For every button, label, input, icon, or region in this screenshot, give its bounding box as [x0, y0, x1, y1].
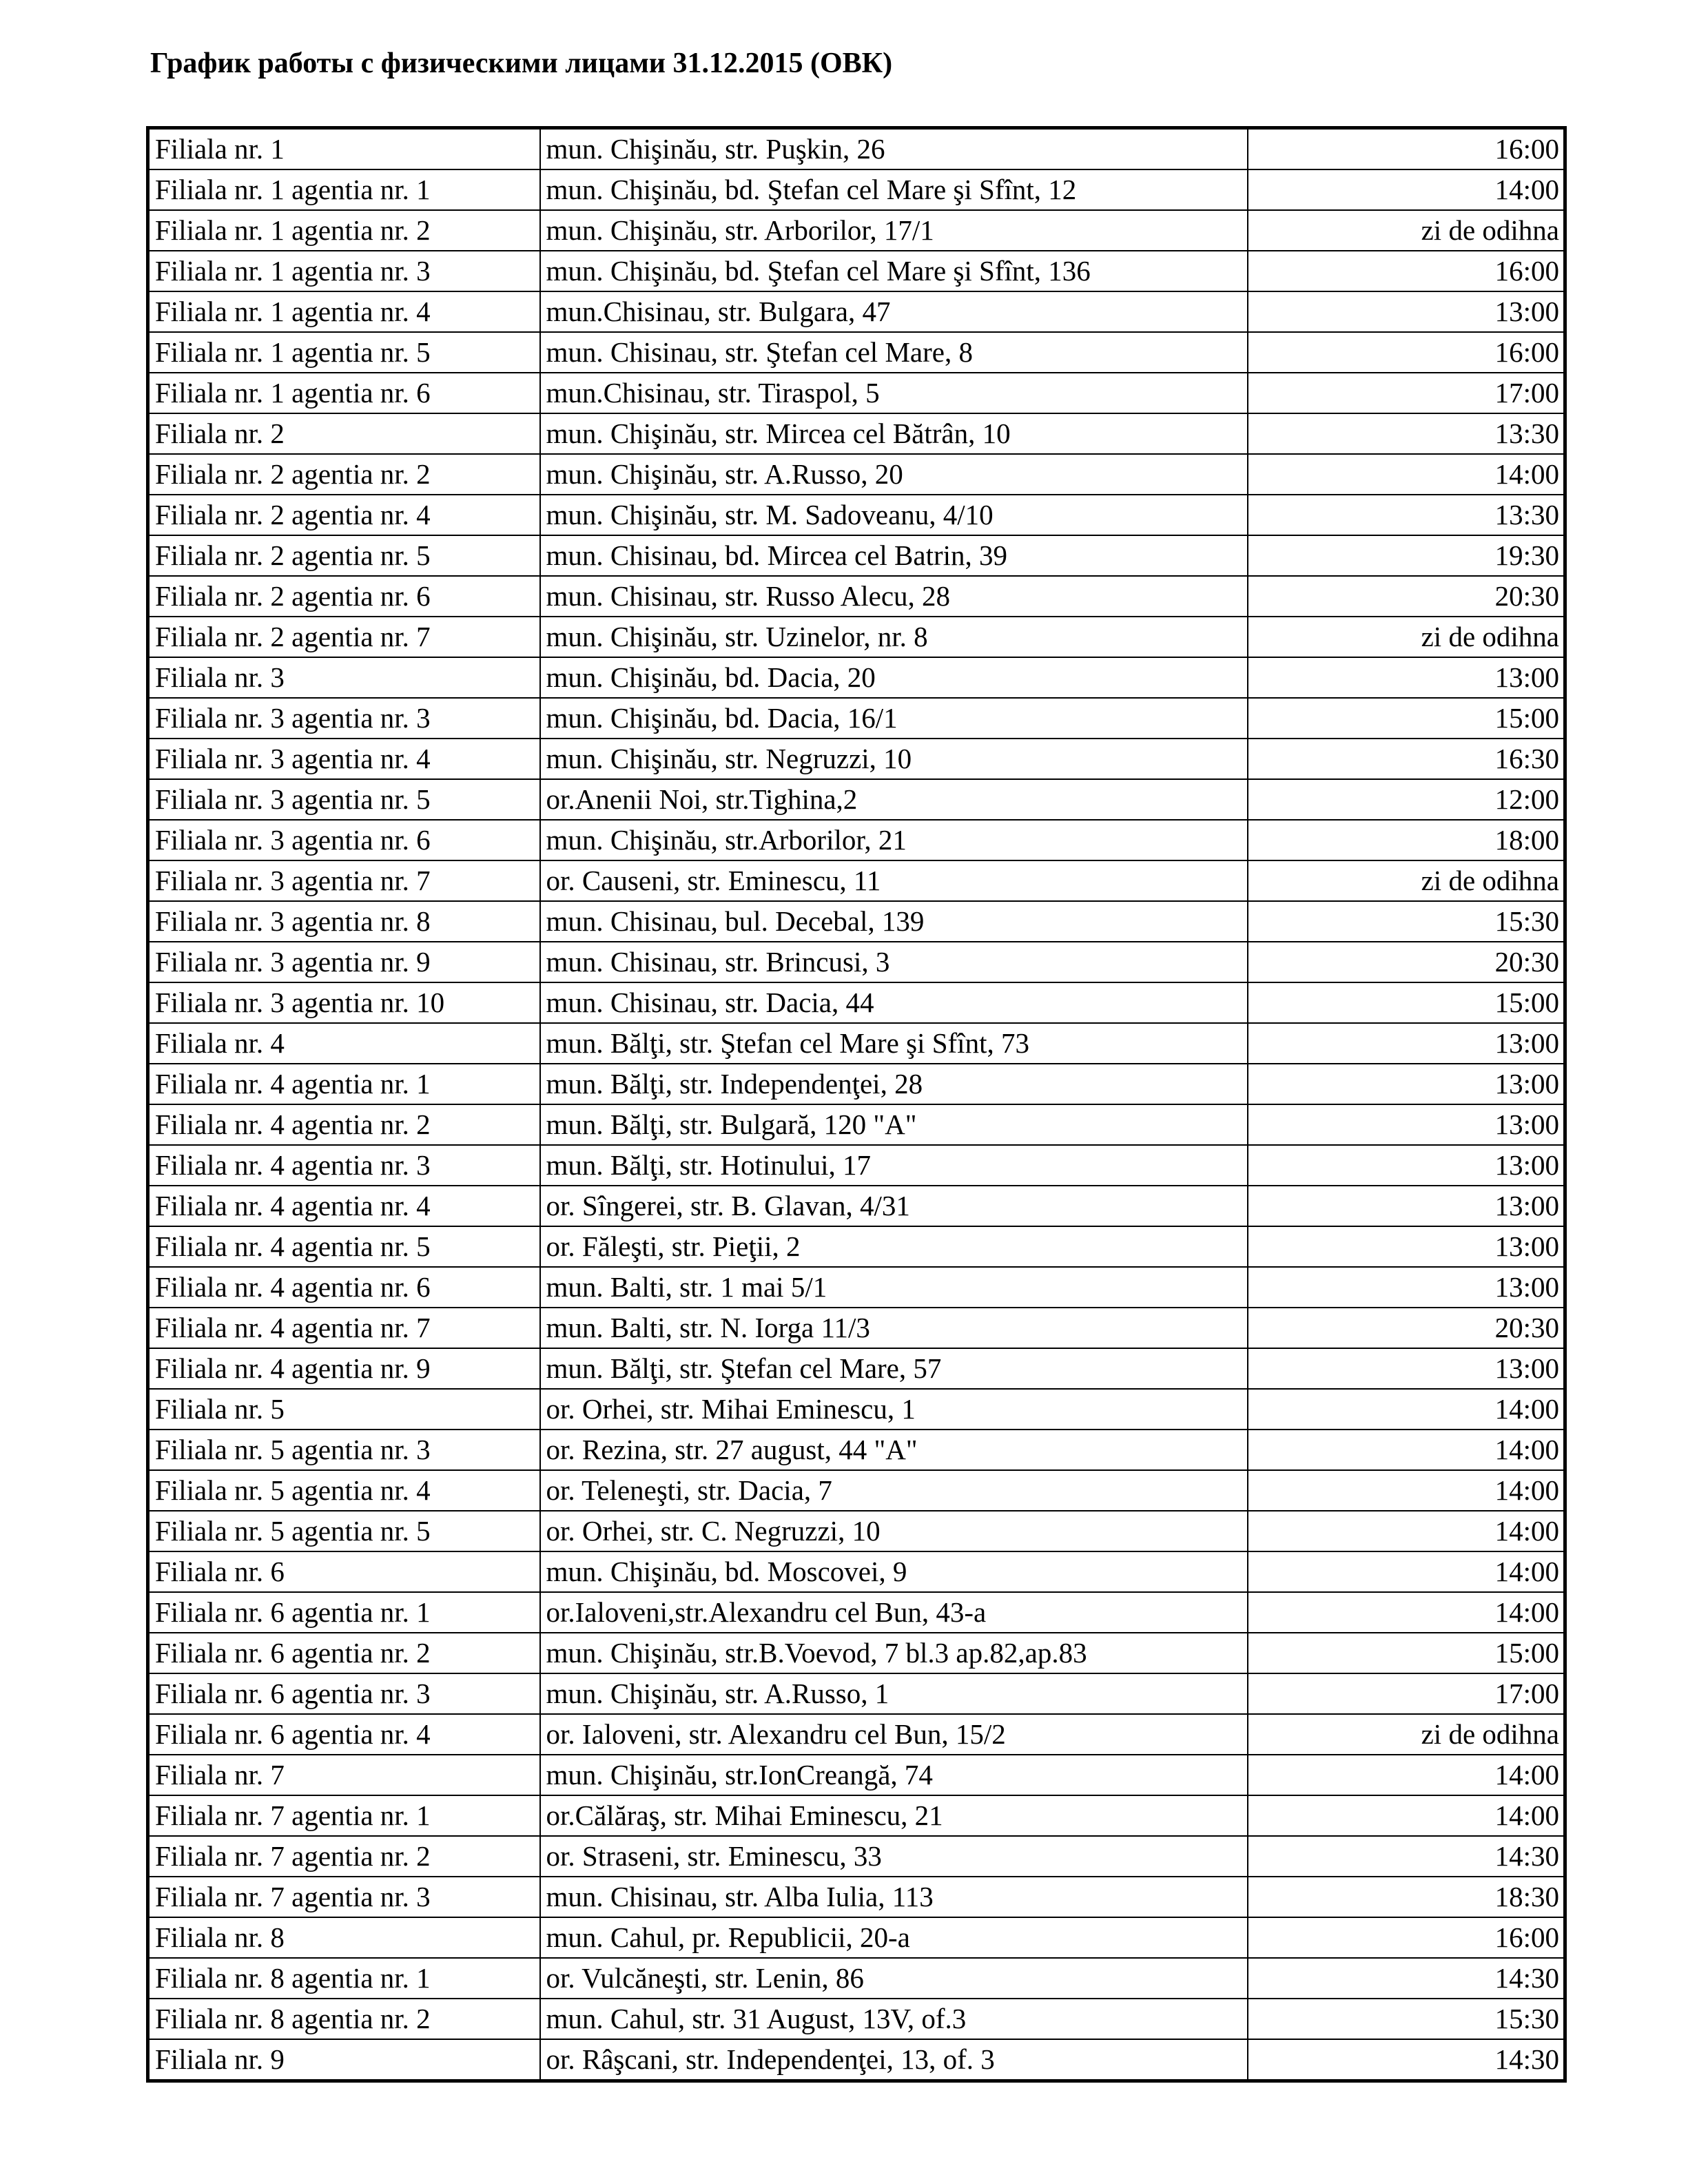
- address-cell: mun. Chisinau, str. Russo Alecu, 28: [540, 576, 1248, 617]
- address-cell: mun. Chisinau, str. Ştefan cel Mare, 8: [540, 332, 1248, 373]
- time-cell: 19:30: [1248, 535, 1565, 576]
- branch-cell: Filiala nr. 4 agentia nr. 6: [148, 1267, 540, 1308]
- time-cell: 13:00: [1248, 1064, 1565, 1104]
- branch-cell: Filiala nr. 7 agentia nr. 3: [148, 1877, 540, 1917]
- branch-cell: Filiala nr. 5 agentia nr. 5: [148, 1511, 540, 1551]
- table-row: [148, 1145, 1565, 1186]
- branch-cell: Filiala nr. 6 agentia nr. 2: [148, 1633, 540, 1673]
- branch-cell: Filiala nr. 3 agentia nr. 6: [148, 820, 540, 860]
- address-cell: mun. Chişinău, str. Arborilor, 17/1: [540, 210, 1248, 251]
- address-cell: mun. Chişinău, bd. Ştefan cel Mare şi Sfînt, 136: [540, 251, 1248, 291]
- table-row: [148, 1755, 1565, 1795]
- address-cell: mun. Chisinau, bul. Decebal, 139: [540, 901, 1248, 942]
- table-row: [148, 1999, 1565, 2039]
- time-cell: 13:00: [1248, 291, 1565, 332]
- time-cell: 14:00: [1248, 1430, 1565, 1470]
- branch-cell: Filiala nr. 5 agentia nr. 4: [148, 1470, 540, 1511]
- address-cell: mun. Chişinău, str. Puşkin, 26: [540, 128, 1248, 170]
- address-cell: mun. Chişinău, str.Arborilor, 21: [540, 820, 1248, 860]
- time-cell: 14:00: [1248, 1389, 1565, 1430]
- table-row: [148, 739, 1565, 779]
- address-cell: or. Vulcăneşti, str. Lenin, 86: [540, 1958, 1248, 1999]
- address-cell: mun. Chişinău, bd. Ştefan cel Mare şi Sfînt, 12: [540, 169, 1248, 210]
- branch-cell: Filiala nr. 2 agentia nr. 4: [148, 495, 540, 535]
- address-cell: mun. Chisinau, str. Brincusi, 3: [540, 942, 1248, 982]
- table-row: [148, 495, 1565, 535]
- branch-cell: Filiala nr. 3 agentia nr. 9: [148, 942, 540, 982]
- time-cell: 13:30: [1248, 495, 1565, 535]
- time-cell: 17:00: [1248, 373, 1565, 413]
- address-cell: mun. Chişinău, str. A.Russo, 20: [540, 454, 1248, 495]
- branch-cell: Filiala nr. 3 agentia nr. 3: [148, 698, 540, 739]
- branch-cell: Filiala nr. 5: [148, 1389, 540, 1430]
- branch-cell: Filiala nr. 8 agentia nr. 1: [148, 1958, 540, 1999]
- address-cell: or.Călăraş, str. Mihai Eminescu, 21: [540, 1795, 1248, 1836]
- time-cell: zi de odihna: [1248, 860, 1565, 901]
- branch-cell: Filiala nr. 7 agentia nr. 1: [148, 1795, 540, 1836]
- address-cell: or. Causeni, str. Eminescu, 11: [540, 860, 1248, 901]
- time-cell: 14:00: [1248, 1470, 1565, 1511]
- time-cell: 16:00: [1248, 1917, 1565, 1958]
- table-row: [148, 1673, 1565, 1714]
- table-row: [148, 413, 1565, 454]
- branch-cell: Filiala nr. 4 agentia nr. 7: [148, 1308, 540, 1348]
- table-row: [148, 1430, 1565, 1470]
- time-cell: 13:00: [1248, 1104, 1565, 1145]
- address-cell: or. Râşcani, str. Independenţei, 13, of. 3: [540, 2039, 1248, 2081]
- table-row: [148, 128, 1565, 170]
- branch-cell: Filiala nr. 1: [148, 128, 540, 170]
- time-cell: 14:00: [1248, 1755, 1565, 1795]
- time-cell: 15:00: [1248, 982, 1565, 1023]
- branch-cell: Filiala nr. 4 agentia nr. 2: [148, 1104, 540, 1145]
- address-cell: mun. Bălţi, str. Independenţei, 28: [540, 1064, 1248, 1104]
- branch-cell: Filiala nr. 3 agentia nr. 8: [148, 901, 540, 942]
- address-cell: or. Teleneşti, str. Dacia, 7: [540, 1470, 1248, 1511]
- branch-cell: Filiala nr. 2 agentia nr. 2: [148, 454, 540, 495]
- branch-cell: Filiala nr. 3: [148, 657, 540, 698]
- table-row: [148, 1186, 1565, 1226]
- branch-cell: Filiala nr. 1 agentia nr. 6: [148, 373, 540, 413]
- branch-cell: Filiala nr. 3 agentia nr. 5: [148, 779, 540, 820]
- table-row: [148, 1877, 1565, 1917]
- table-row: [148, 251, 1565, 291]
- time-cell: 13:00: [1248, 1348, 1565, 1389]
- address-cell: or. Orhei, str. C. Negruzzi, 10: [540, 1511, 1248, 1551]
- address-cell: or.Anenii Noi, str.Tighina,2: [540, 779, 1248, 820]
- address-cell: mun. Cahul, str. 31 August, 13V, of.3: [540, 1999, 1248, 2039]
- time-cell: 15:30: [1248, 901, 1565, 942]
- branch-cell: Filiala nr. 8: [148, 1917, 540, 1958]
- branch-cell: Filiala nr. 3 agentia nr. 4: [148, 739, 540, 779]
- branch-cell: Filiala nr. 9: [148, 2039, 540, 2081]
- branch-cell: Filiala nr. 1 agentia nr. 3: [148, 251, 540, 291]
- table-row: [148, 332, 1565, 373]
- table-row: [148, 1795, 1565, 1836]
- address-cell: mun. Bălţi, str. Hotinului, 17: [540, 1145, 1248, 1186]
- table-row: [148, 373, 1565, 413]
- time-cell: zi de odihna: [1248, 1714, 1565, 1755]
- branch-cell: Filiala nr. 1 agentia nr. 5: [148, 332, 540, 373]
- address-cell: mun. Chişinău, str. Uzinelor, nr. 8: [540, 617, 1248, 657]
- time-cell: 18:00: [1248, 820, 1565, 860]
- table-row: [148, 1592, 1565, 1633]
- address-cell: or. Orhei, str. Mihai Eminescu, 1: [540, 1389, 1248, 1430]
- address-cell: mun. Chişinău, str. Negruzzi, 10: [540, 739, 1248, 779]
- table-row: [148, 901, 1565, 942]
- table-row: [148, 1917, 1565, 1958]
- time-cell: 14:00: [1248, 1592, 1565, 1633]
- address-cell: or. Straseni, str. Eminescu, 33: [540, 1836, 1248, 1877]
- time-cell: 14:30: [1248, 1958, 1565, 1999]
- time-cell: 13:00: [1248, 657, 1565, 698]
- address-cell: or. Făleşti, str. Pieţii, 2: [540, 1226, 1248, 1267]
- branch-cell: Filiala nr. 6 agentia nr. 1: [148, 1592, 540, 1633]
- branch-cell: Filiala nr. 6 agentia nr. 4: [148, 1714, 540, 1755]
- table-row: [148, 982, 1565, 1023]
- branch-cell: Filiala nr. 7 agentia nr. 2: [148, 1836, 540, 1877]
- address-cell: mun. Chişinău, str. M. Sadoveanu, 4/10: [540, 495, 1248, 535]
- table-row: [148, 657, 1565, 698]
- page-title: График работы с физическими лицами 31.12.2015 (ОВК): [150, 48, 893, 79]
- table-row: [148, 1348, 1565, 1389]
- table-row: [148, 1511, 1565, 1551]
- branch-cell: Filiala nr. 2 agentia nr. 7: [148, 617, 540, 657]
- branch-cell: Filiala nr. 6: [148, 1551, 540, 1592]
- address-cell: mun. Bălţi, str. Bulgară, 120 "A": [540, 1104, 1248, 1145]
- time-cell: 16:30: [1248, 739, 1565, 779]
- table-row: [148, 291, 1565, 332]
- time-cell: 15:00: [1248, 1633, 1565, 1673]
- address-cell: mun. Cahul, pr. Republicii, 20-a: [540, 1917, 1248, 1958]
- schedule-table: [146, 126, 1567, 2083]
- address-cell: mun. Balti, str. N. Iorga 11/3: [540, 1308, 1248, 1348]
- address-cell: mun. Chişinău, str. Mircea cel Bătrân, 10: [540, 413, 1248, 454]
- table-row: [148, 820, 1565, 860]
- time-cell: 15:00: [1248, 698, 1565, 739]
- time-cell: 14:30: [1248, 2039, 1565, 2081]
- table-row: [148, 860, 1565, 901]
- time-cell: 14:00: [1248, 1795, 1565, 1836]
- time-cell: 20:30: [1248, 1308, 1565, 1348]
- address-cell: mun. Balti, str. 1 mai 5/1: [540, 1267, 1248, 1308]
- time-cell: 13:00: [1248, 1267, 1565, 1308]
- branch-cell: Filiala nr. 6 agentia nr. 3: [148, 1673, 540, 1714]
- address-cell: mun. Chisinau, bd. Mircea cel Batrin, 39: [540, 535, 1248, 576]
- address-cell: or. Sîngerei, str. B. Glavan, 4/31: [540, 1186, 1248, 1226]
- branch-cell: Filiala nr. 4 agentia nr. 3: [148, 1145, 540, 1186]
- time-cell: 12:00: [1248, 779, 1565, 820]
- table-row: [148, 1226, 1565, 1267]
- address-cell: mun. Chişinău, bd. Dacia, 16/1: [540, 698, 1248, 739]
- time-cell: 13:00: [1248, 1226, 1565, 1267]
- address-cell: or. Rezina, str. 27 august, 44 "A": [540, 1430, 1248, 1470]
- table-row: [148, 1633, 1565, 1673]
- time-cell: 14:00: [1248, 1511, 1565, 1551]
- table-row: [148, 1470, 1565, 1511]
- address-cell: mun.Chisinau, str. Tiraspol, 5: [540, 373, 1248, 413]
- table-row: [148, 1551, 1565, 1592]
- branch-cell: Filiala nr. 5 agentia nr. 3: [148, 1430, 540, 1470]
- address-cell: or. Ialoveni, str. Alexandru cel Bun, 15/2: [540, 1714, 1248, 1755]
- address-cell: mun. Chişinău, str.IonCreangă, 74: [540, 1755, 1248, 1795]
- address-cell: mun. Chişinău, str.B.Voevod, 7 bl.3 ap.82,ap.83: [540, 1633, 1248, 1673]
- address-cell: mun. Chişinău, str. A.Russo, 1: [540, 1673, 1248, 1714]
- time-cell: 13:00: [1248, 1023, 1565, 1064]
- branch-cell: Filiala nr. 1 agentia nr. 4: [148, 291, 540, 332]
- address-cell: mun. Chişinău, bd. Moscovei, 9: [540, 1551, 1248, 1592]
- branch-cell: Filiala nr. 4 agentia nr. 1: [148, 1064, 540, 1104]
- time-cell: 16:00: [1248, 251, 1565, 291]
- time-cell: 13:00: [1248, 1145, 1565, 1186]
- time-cell: 13:30: [1248, 413, 1565, 454]
- table-row: [148, 1389, 1565, 1430]
- time-cell: 14:00: [1248, 1551, 1565, 1592]
- branch-cell: Filiala nr. 2: [148, 413, 540, 454]
- table-row: [148, 1267, 1565, 1308]
- branch-cell: Filiala nr. 4 agentia nr. 9: [148, 1348, 540, 1389]
- branch-cell: Filiala nr. 4 agentia nr. 5: [148, 1226, 540, 1267]
- table-row: [148, 1836, 1565, 1877]
- table-row: [148, 576, 1565, 617]
- branch-cell: Filiala nr. 7: [148, 1755, 540, 1795]
- table-row: [148, 617, 1565, 657]
- table-row: [148, 1064, 1565, 1104]
- address-cell: mun.Chisinau, str. Bulgara, 47: [540, 291, 1248, 332]
- branch-cell: Filiala nr. 1 agentia nr. 2: [148, 210, 540, 251]
- table-row: [148, 535, 1565, 576]
- time-cell: 20:30: [1248, 942, 1565, 982]
- address-cell: mun. Chisinau, str. Dacia, 44: [540, 982, 1248, 1023]
- branch-cell: Filiala nr. 3 agentia nr. 7: [148, 860, 540, 901]
- branch-cell: Filiala nr. 8 agentia nr. 2: [148, 1999, 540, 2039]
- table-row: [148, 779, 1565, 820]
- time-cell: 13:00: [1248, 1186, 1565, 1226]
- address-cell: mun. Chişinău, bd. Dacia, 20: [540, 657, 1248, 698]
- time-cell: 18:30: [1248, 1877, 1565, 1917]
- branch-cell: Filiala nr. 3 agentia nr. 10: [148, 982, 540, 1023]
- time-cell: 16:00: [1248, 332, 1565, 373]
- time-cell: zi de odihna: [1248, 617, 1565, 657]
- table-row: [148, 2039, 1565, 2081]
- branch-cell: Filiala nr. 2 agentia nr. 5: [148, 535, 540, 576]
- table-row: [148, 1714, 1565, 1755]
- branch-cell: Filiala nr. 1 agentia nr. 1: [148, 169, 540, 210]
- table-row: [148, 454, 1565, 495]
- table-row: [148, 210, 1565, 251]
- time-cell: 14:00: [1248, 454, 1565, 495]
- branch-cell: Filiala nr. 2 agentia nr. 6: [148, 576, 540, 617]
- time-cell: 14:30: [1248, 1836, 1565, 1877]
- branch-cell: Filiala nr. 4: [148, 1023, 540, 1064]
- address-cell: or.Ialoveni,str.Alexandru cel Bun, 43-a: [540, 1592, 1248, 1633]
- table-row: [148, 1308, 1565, 1348]
- table-row: [148, 1104, 1565, 1145]
- branch-cell: Filiala nr. 4 agentia nr. 4: [148, 1186, 540, 1226]
- time-cell: zi de odihna: [1248, 210, 1565, 251]
- time-cell: 15:30: [1248, 1999, 1565, 2039]
- table-row: [148, 942, 1565, 982]
- table-row: [148, 1023, 1565, 1064]
- time-cell: 16:00: [1248, 128, 1565, 170]
- address-cell: mun. Chisinau, str. Alba Iulia, 113: [540, 1877, 1248, 1917]
- time-cell: 20:30: [1248, 576, 1565, 617]
- schedule-table-body: [148, 128, 1565, 2081]
- table-row: [148, 698, 1565, 739]
- time-cell: 17:00: [1248, 1673, 1565, 1714]
- address-cell: mun. Bălţi, str. Ştefan cel Mare şi Sfînt, 73: [540, 1023, 1248, 1064]
- time-cell: 14:00: [1248, 169, 1565, 210]
- address-cell: mun. Bălţi, str. Ştefan cel Mare, 57: [540, 1348, 1248, 1389]
- table-row: [148, 1958, 1565, 1999]
- table-row: [148, 169, 1565, 210]
